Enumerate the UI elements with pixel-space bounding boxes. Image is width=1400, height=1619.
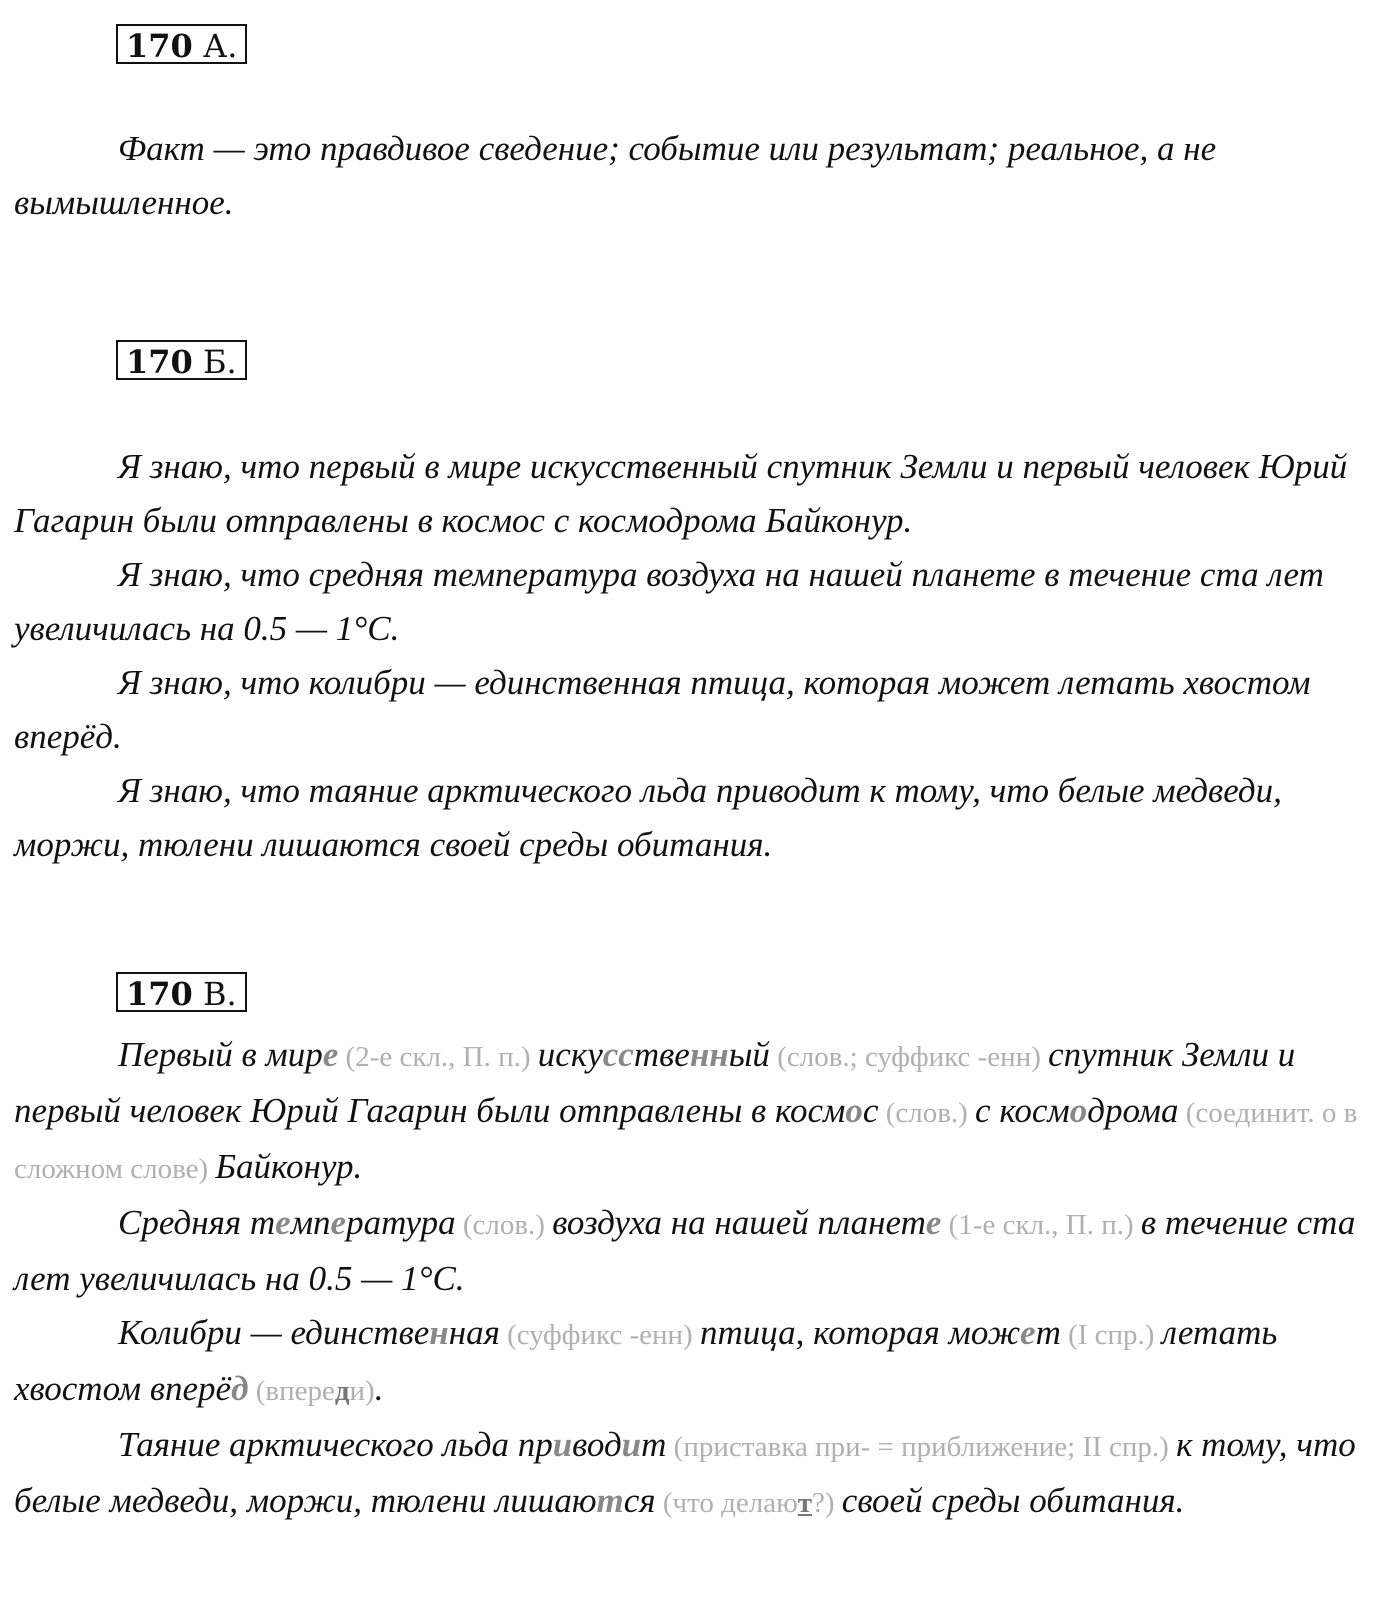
section-label-a: 170 А. — [116, 24, 247, 64]
b-paragraph: Я знаю, что колибри — единственная птица, которая может летать хвостом вперёд. — [14, 663, 1311, 756]
c-paragraph: Средняя температура (слов.) воздуха на нашей планете (1-е скл., П. п.) в течение ста лет увеличилась на 0.5 — 1°С. — [14, 1203, 1356, 1298]
section-b-text — [14, 440, 1394, 872]
c-paragraph: Первый в мире (2-е скл., П. п.) искусственный (слов.; суффикс -енн) спутник Земли и первый человек Юрий Гагарин были отправлены в космос (слов.) с космодрома (соединит. о в сложном слове) Байконур. — [14, 1035, 1358, 1186]
section-c-text — [14, 1028, 1394, 1530]
section-a-text — [14, 122, 1394, 230]
b-paragraph: Я знаю, что таяние арктического льда приводит к тому, что белые медведи, моржи, тюлени лишаются своей среды обитания. — [14, 771, 1282, 864]
b-paragraph: Я знаю, что первый в мире искусственный спутник Земли и первый человек Юрий Гагарин были отправлены в космос с космодрома Байконур. — [14, 447, 1348, 540]
c-paragraph: Колибри — единственная (суффикс -енн) птица, которая может (I спр.) летать хвостом вперёд (впереди). — [14, 1313, 1278, 1408]
b-paragraph: Я знаю, что средняя температура воздуха на нашей планете в течение ста лет увеличилась на 0.5 — 1°С. — [14, 555, 1324, 648]
section-label-c: 170 В. — [116, 972, 247, 1012]
c-paragraph: Таяние арктического льда приводит (приставка при- = приближение; II спр.) к тому, что белые медведи, моржи, тюлени лишаются (что делают?) своей среды обитания. — [14, 1425, 1356, 1520]
fact-definition: Факт — это правдивое сведение; событие или результат; реальное, а не вымышленное. — [14, 129, 1217, 222]
section-label-b: 170 Б. — [116, 340, 247, 380]
